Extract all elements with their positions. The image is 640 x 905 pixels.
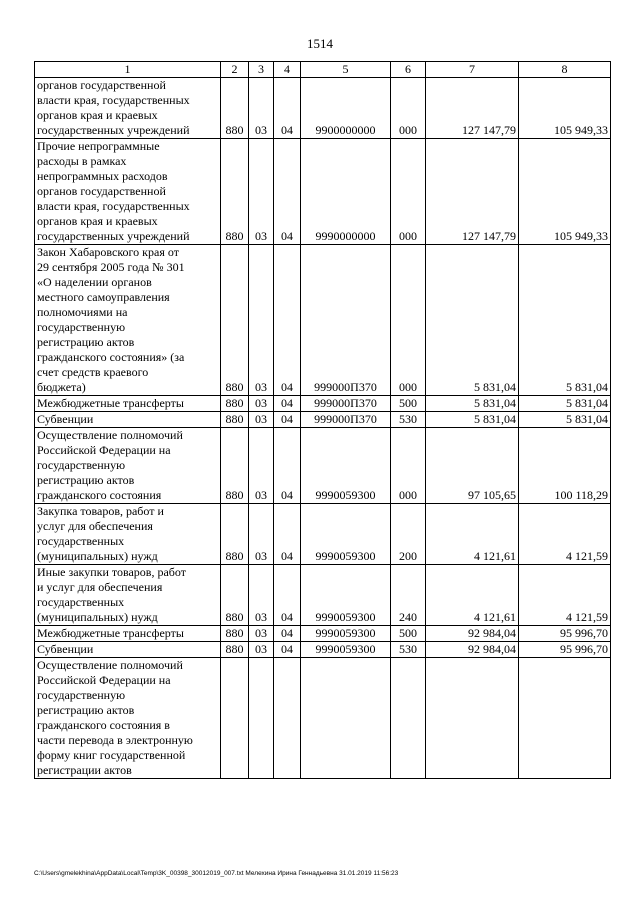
row-name-line: Российской Федерации на xyxy=(37,673,171,687)
cell-c3: 03 xyxy=(249,139,274,245)
cell-c5 xyxy=(301,658,391,779)
table-body xyxy=(35,78,611,779)
cell-c2: 880 xyxy=(221,565,249,626)
row-name-cell xyxy=(35,626,221,642)
table-row xyxy=(35,428,611,504)
cell-c4: 04 xyxy=(274,504,301,565)
cell-c6: 000 xyxy=(391,78,426,139)
row-name-line: регистрацию актов xyxy=(37,703,135,717)
row-name-cell xyxy=(35,504,221,565)
row-name-line: Субвенции xyxy=(37,412,94,426)
column-header: 7 xyxy=(426,62,519,78)
cell-c7: 92 984,04 xyxy=(426,642,519,658)
row-name-line: Межбюджетные трансферты xyxy=(37,626,184,640)
row-name-line: органов края и краевых xyxy=(37,214,158,228)
cell-c6: 500 xyxy=(391,626,426,642)
budget-table xyxy=(34,61,611,779)
column-header: 3 xyxy=(249,62,274,78)
row-name-line: форму книг государственной xyxy=(37,748,186,762)
cell-c2: 880 xyxy=(221,504,249,565)
cell-c4: 04 xyxy=(274,396,301,412)
row-name-cell xyxy=(35,658,221,779)
row-name-line: Межбюджетные трансферты xyxy=(37,396,184,410)
row-name-line: государственных xyxy=(37,595,125,609)
cell-c5: 9990059300 xyxy=(301,642,391,658)
cell-c2: 880 xyxy=(221,245,249,396)
page-number: 1514 xyxy=(307,36,333,51)
row-name-line: (муниципальных) нужд xyxy=(37,610,158,624)
cell-c2: 880 xyxy=(221,396,249,412)
cell-c4: 04 xyxy=(274,412,301,428)
cell-c7: 127 147,79 xyxy=(426,139,519,245)
table-row xyxy=(35,78,611,139)
table-row xyxy=(35,504,611,565)
cell-c4: 04 xyxy=(274,245,301,396)
cell-c7: 5 831,04 xyxy=(426,396,519,412)
cell-c4: 04 xyxy=(274,626,301,642)
cell-c6: 530 xyxy=(391,642,426,658)
cell-c8 xyxy=(519,658,611,779)
cell-c8: 95 996,70 xyxy=(519,626,611,642)
row-name-line: «О наделении органов xyxy=(37,275,152,289)
cell-c8: 4 121,59 xyxy=(519,565,611,626)
table-row xyxy=(35,626,611,642)
column-header: 2 xyxy=(221,62,249,78)
cell-c6: 530 xyxy=(391,412,426,428)
cell-c5: 9990059300 xyxy=(301,504,391,565)
cell-c2: 880 xyxy=(221,412,249,428)
cell-c7: 5 831,04 xyxy=(426,245,519,396)
row-name-line: 29 сентября 2005 года № 301 xyxy=(37,260,185,274)
row-name-line: Закон Хабаровского края от xyxy=(37,245,179,259)
cell-c8: 5 831,04 xyxy=(519,245,611,396)
row-name-cell xyxy=(35,412,221,428)
row-name-cell xyxy=(35,565,221,626)
row-name-cell xyxy=(35,139,221,245)
row-name-line: регистрацию актов xyxy=(37,335,135,349)
cell-c2 xyxy=(221,658,249,779)
cell-c5: 999000П370 xyxy=(301,396,391,412)
row-name-line: регистрацию актов xyxy=(37,473,135,487)
column-header: 1 xyxy=(35,62,221,78)
row-name-line: государственных учреждений xyxy=(37,123,190,137)
row-name-line: счет средств краевого xyxy=(37,365,149,379)
row-name-line: органов государственной xyxy=(37,78,166,92)
row-name-line: государственную xyxy=(37,320,126,334)
cell-c2: 880 xyxy=(221,642,249,658)
row-name-line: органов государственной xyxy=(37,184,166,198)
row-name-line: государственных xyxy=(37,534,125,548)
cell-c5: 9900000000 xyxy=(301,78,391,139)
cell-c8: 105 949,33 xyxy=(519,139,611,245)
cell-c2: 880 xyxy=(221,139,249,245)
cell-c4 xyxy=(274,658,301,779)
row-name-line: местного самоуправления xyxy=(37,290,170,304)
footer-path: C:\Users\gmelekhina\AppData\Local\Temp\3K_00398_30012019_007.txt Мелехина Ирина Геннадьевна 31.01.2019 11:56:23 xyxy=(34,870,399,877)
row-name-line: Прочие непрограммные xyxy=(37,139,160,153)
cell-c4: 04 xyxy=(274,78,301,139)
table-row xyxy=(35,245,611,396)
cell-c7: 97 105,65 xyxy=(426,428,519,504)
row-name-line: гражданского состояния» (за xyxy=(37,350,185,364)
row-name-cell xyxy=(35,78,221,139)
cell-c5: 9990059300 xyxy=(301,565,391,626)
row-name-line: и услуг для обеспечения xyxy=(37,580,163,594)
cell-c3: 03 xyxy=(249,504,274,565)
cell-c8: 5 831,04 xyxy=(519,412,611,428)
cell-c8: 100 118,29 xyxy=(519,428,611,504)
cell-c7 xyxy=(426,658,519,779)
cell-c3: 03 xyxy=(249,78,274,139)
cell-c6: 240 xyxy=(391,565,426,626)
cell-c7: 127 147,79 xyxy=(426,78,519,139)
row-name-line: расходы в рамках xyxy=(37,154,127,168)
table-row xyxy=(35,658,611,779)
row-name-cell xyxy=(35,396,221,412)
row-name-line: гражданского состояния xyxy=(37,488,162,502)
cell-c3 xyxy=(249,658,274,779)
cell-c5: 9990000000 xyxy=(301,139,391,245)
row-name-cell xyxy=(35,428,221,504)
cell-c2: 880 xyxy=(221,626,249,642)
cell-c2: 880 xyxy=(221,428,249,504)
cell-c8: 5 831,04 xyxy=(519,396,611,412)
cell-c3: 03 xyxy=(249,396,274,412)
row-name-line: государственную xyxy=(37,688,126,702)
cell-c6: 000 xyxy=(391,428,426,504)
row-name-line: бюджета) xyxy=(37,380,86,394)
table-row xyxy=(35,642,611,658)
cell-c8: 95 996,70 xyxy=(519,642,611,658)
cell-c5: 9990059300 xyxy=(301,626,391,642)
cell-c5: 999000П370 xyxy=(301,245,391,396)
row-name-cell xyxy=(35,642,221,658)
cell-c3: 03 xyxy=(249,428,274,504)
cell-c7: 5 831,04 xyxy=(426,412,519,428)
cell-c4: 04 xyxy=(274,139,301,245)
cell-c3: 03 xyxy=(249,412,274,428)
cell-c3: 03 xyxy=(249,245,274,396)
column-header: 4 xyxy=(274,62,301,78)
cell-c3: 03 xyxy=(249,565,274,626)
cell-c4: 04 xyxy=(274,565,301,626)
cell-c7: 92 984,04 xyxy=(426,626,519,642)
table-row xyxy=(35,396,611,412)
row-name-line: государственную xyxy=(37,458,126,472)
cell-c7: 4 121,61 xyxy=(426,504,519,565)
row-name-line: государственных учреждений xyxy=(37,229,190,243)
row-name-line: органов края и краевых xyxy=(37,108,158,122)
row-name-line: Субвенции xyxy=(37,642,94,656)
row-name-line: регистрации актов xyxy=(37,763,132,777)
row-name-line: (муниципальных) нужд xyxy=(37,549,158,563)
column-header: 5 xyxy=(301,62,391,78)
cell-c6: 200 xyxy=(391,504,426,565)
row-name-line: Осуществление полномочий xyxy=(37,428,183,442)
row-name-line: Осуществление полномочий xyxy=(37,658,183,672)
header-row xyxy=(35,62,611,78)
cell-c5: 999000П370 xyxy=(301,412,391,428)
row-name-line: Закупка товаров, работ и xyxy=(37,504,164,518)
row-name-line: гражданского состояния в xyxy=(37,718,170,732)
table-row xyxy=(35,565,611,626)
cell-c8: 105 949,33 xyxy=(519,78,611,139)
cell-c4: 04 xyxy=(274,642,301,658)
cell-c4: 04 xyxy=(274,428,301,504)
row-name-line: услуг для обеспечения xyxy=(37,519,153,533)
cell-c5: 9990059300 xyxy=(301,428,391,504)
table-row xyxy=(35,139,611,245)
column-header: 6 xyxy=(391,62,426,78)
row-name-line: полномочиями на xyxy=(37,305,128,319)
cell-c6: 000 xyxy=(391,245,426,396)
row-name-line: Иные закупки товаров, работ xyxy=(37,565,186,579)
cell-c7: 4 121,61 xyxy=(426,565,519,626)
row-name-line: власти края, государственных xyxy=(37,93,190,107)
cell-c3: 03 xyxy=(249,626,274,642)
cell-c6: 000 xyxy=(391,139,426,245)
cell-c8: 4 121,59 xyxy=(519,504,611,565)
row-name-line: Российской Федерации на xyxy=(37,443,171,457)
row-name-cell xyxy=(35,245,221,396)
cell-c2: 880 xyxy=(221,78,249,139)
row-name-line: части перевода в электронную xyxy=(37,733,193,747)
column-header: 8 xyxy=(519,62,611,78)
cell-c6 xyxy=(391,658,426,779)
table-row xyxy=(35,412,611,428)
cell-c6: 500 xyxy=(391,396,426,412)
cell-c3: 03 xyxy=(249,642,274,658)
row-name-line: непрограммных расходов xyxy=(37,169,168,183)
row-name-line: власти края, государственных xyxy=(37,199,190,213)
